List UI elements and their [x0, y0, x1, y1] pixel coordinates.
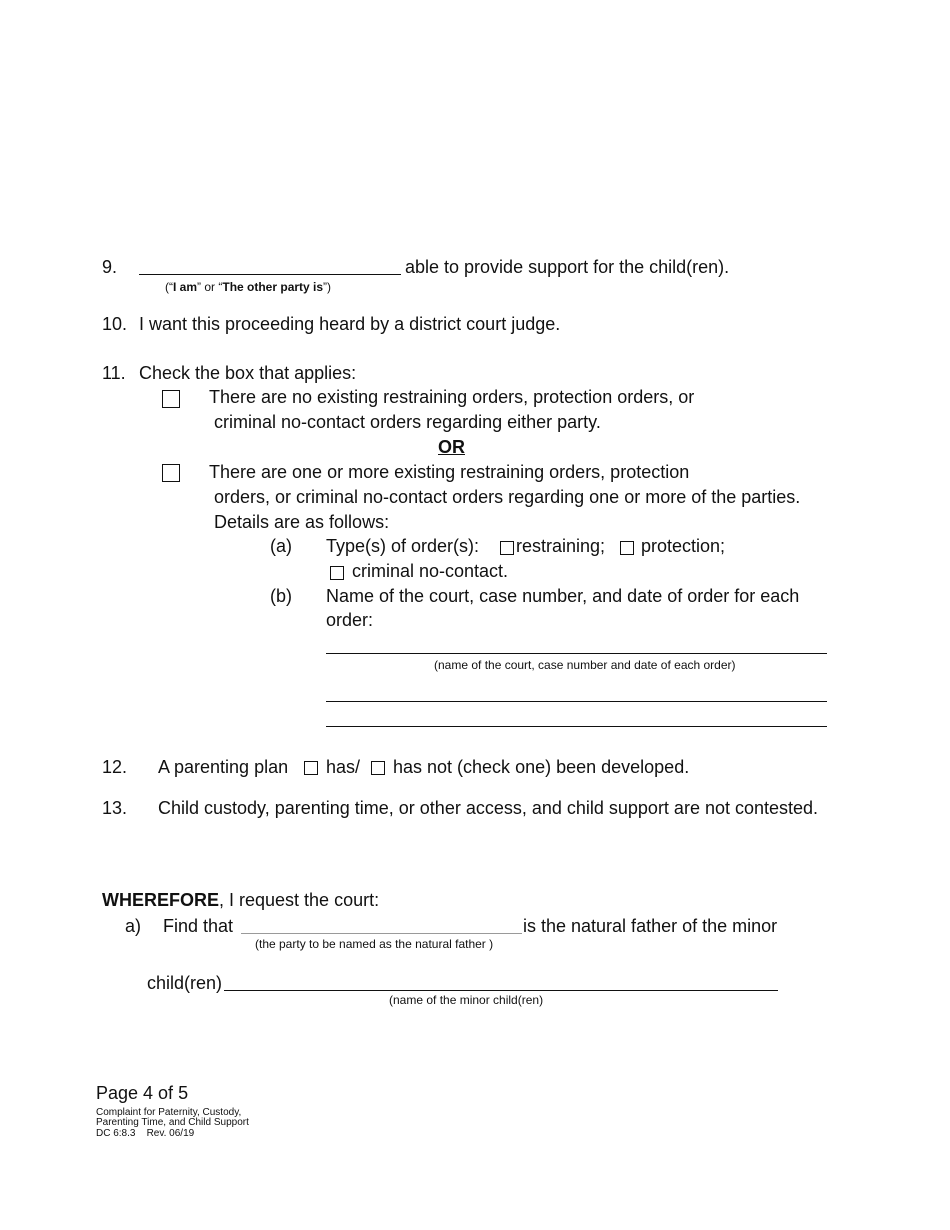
wherefore-a-post: is the natural father of the minor — [523, 916, 778, 936]
minor-children-blank[interactable] — [224, 990, 778, 991]
hint-close: ”) — [323, 280, 332, 294]
protection-label: protection; — [641, 536, 726, 556]
restraining-checkbox[interactable] — [500, 541, 514, 555]
sub-b-line1: Name of the court, case number, and date of order for each — [326, 586, 800, 606]
hint-option-i-am: I am — [173, 280, 198, 294]
item-13-number: 13. — [102, 798, 128, 818]
item-9-text: able to provide support for the child(ren). — [405, 257, 730, 277]
page-number: Page 4 of 5 — [96, 1083, 189, 1103]
form-code: DC 6:8.3 Rev. 06/19 — [96, 1128, 195, 1139]
item-12-number: 12. — [102, 757, 128, 777]
plan-has-checkbox[interactable] — [304, 761, 318, 775]
item-13-text: Child custody, parenting time, or other access, and child support are not contested. — [158, 798, 819, 818]
item-12-pre: A parenting plan — [158, 757, 289, 777]
restraining-label: restraining; — [516, 536, 606, 556]
sub-a-label: (a) — [270, 536, 292, 556]
option-no-orders-line2: criminal no-contact orders regarding either party. — [214, 412, 601, 432]
sub-a-text: Type(s) of order(s): — [326, 536, 480, 556]
wherefore-a-pre: Find that — [163, 916, 234, 936]
item-9-hint — [165, 280, 331, 294]
item-10-number: 10. — [102, 314, 128, 334]
order-details-hint: (name of the court, case number and date of each order) — [434, 658, 736, 672]
plan-has-not-label: has not (check one) been developed. — [393, 757, 690, 777]
natural-father-blank[interactable] — [241, 933, 522, 934]
option-existing-orders-line3: Details are as follows: — [214, 512, 390, 532]
sub-b-line2: order: — [326, 610, 374, 630]
or-separator: OR — [438, 437, 465, 457]
no-orders-checkbox[interactable] — [162, 390, 180, 408]
hint-open: (“ — [165, 280, 173, 294]
item-9-number: 9. — [102, 257, 118, 277]
order-details-line-3[interactable] — [326, 726, 827, 727]
item-10-text: I want this proceeding heard by a district court judge. — [139, 314, 561, 334]
wherefore-rest: , I request the court: — [219, 890, 380, 910]
wherefore-heading — [102, 889, 379, 911]
hint-mid: ” or “ — [197, 280, 223, 294]
option-existing-orders-line2: orders, or criminal no-contact orders regarding one or more of the parties. — [214, 487, 801, 507]
option-no-orders-line1: There are no existing restraining orders, protection orders, or — [209, 387, 695, 407]
item-11-number: 11. — [102, 363, 126, 383]
form-title-line2: Parenting Time, and Child Support — [96, 1117, 249, 1128]
protection-checkbox[interactable] — [620, 541, 634, 555]
form-title-line1: Complaint for Paternity, Custody, — [96, 1107, 242, 1118]
order-details-line-1[interactable] — [326, 653, 827, 654]
sub-b-label: (b) — [270, 586, 292, 606]
plan-has-not-checkbox[interactable] — [371, 761, 385, 775]
wherefore-a-label: a) — [125, 916, 142, 936]
plan-has-label: has/ — [326, 757, 361, 777]
support-party-blank[interactable] — [139, 274, 401, 275]
hint-option-other-party: The other party is — [222, 280, 324, 294]
criminal-no-contact-label: criminal no-contact. — [352, 561, 509, 581]
option-existing-orders-line1: There are one or more existing restraining orders, protection — [209, 462, 690, 482]
order-details-line-2[interactable] — [326, 701, 827, 702]
minor-children-hint: (name of the minor child(ren) — [389, 993, 544, 1007]
criminal-no-contact-checkbox[interactable] — [330, 566, 344, 580]
existing-orders-checkbox[interactable] — [162, 464, 180, 482]
child-label: child(ren) — [147, 973, 223, 993]
natural-father-hint: (the party to be named as the natural father ) — [255, 937, 494, 951]
item-11-lead: Check the box that applies: — [139, 363, 357, 383]
wherefore-bold: WHEREFORE — [102, 890, 219, 910]
